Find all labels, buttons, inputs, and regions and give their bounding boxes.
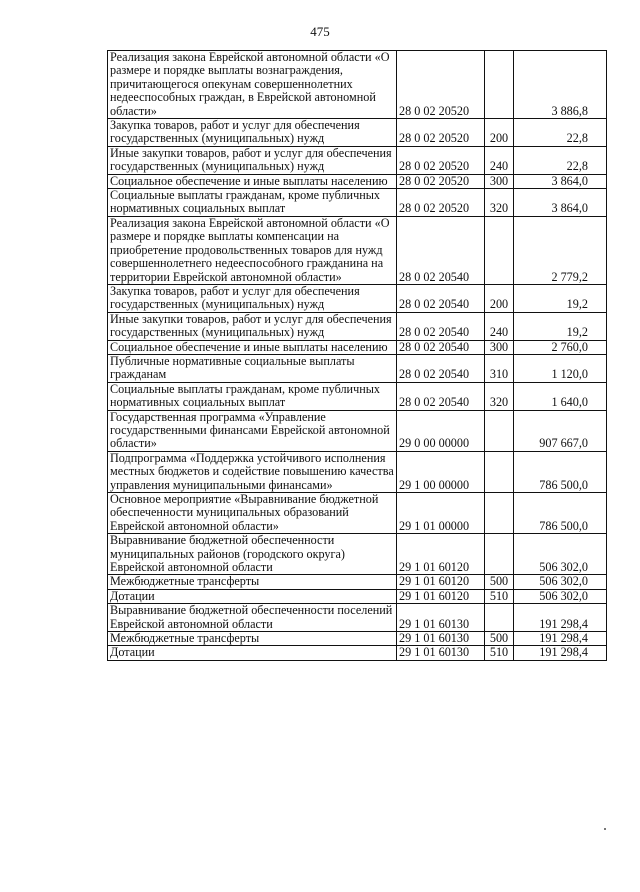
row-expense-type: 320 (485, 189, 514, 217)
row-expense-type (485, 51, 514, 119)
row-name: Социальные выплаты гражданам, кроме публичных нормативных социальных выплат (108, 189, 397, 217)
row-amount: 22,8 (514, 119, 607, 147)
table-row (108, 493, 607, 534)
row-name: Выравнивание бюджетной обеспеченности муниципальных районов (городского округа) Еврейской автономной области (108, 534, 397, 575)
row-name: Социальные выплаты гражданам, кроме публичных нормативных социальных выплат (108, 382, 397, 410)
row-amount: 191 298,4 (514, 604, 607, 632)
row-expense-type: 310 (485, 354, 514, 382)
table-row (108, 189, 607, 217)
row-expense-type: 300 (485, 174, 514, 188)
budget-table (107, 50, 607, 661)
row-expense-type: 320 (485, 382, 514, 410)
table-row (108, 646, 607, 660)
row-expense-type: 240 (485, 312, 514, 340)
row-name: Основное мероприятие «Выравнивание бюджетной обеспеченности муниципальных образований Еврейской автономной области» (108, 493, 397, 534)
row-expense-type: 240 (485, 146, 514, 174)
row-name: Закупка товаров, работ и услуг для обеспечения государственных (муниципальных) нужд (108, 119, 397, 147)
table-row (108, 51, 607, 119)
row-code: 28 0 02 20540 (397, 340, 485, 354)
row-amount: 506 302,0 (514, 575, 607, 589)
row-amount: 506 302,0 (514, 534, 607, 575)
row-name: Публичные нормативные социальные выплаты гражданам (108, 354, 397, 382)
row-code: 28 0 02 20540 (397, 312, 485, 340)
page-number: 475 (310, 24, 330, 39)
row-name: Социальное обеспечение и иные выплаты населению (108, 174, 397, 188)
row-expense-type: 500 (485, 632, 514, 646)
row-code: 29 1 01 60130 (397, 604, 485, 632)
row-expense-type: 200 (485, 284, 514, 312)
row-code: 29 1 01 60130 (397, 646, 485, 660)
table-row (108, 284, 607, 312)
row-code: 29 1 01 60120 (397, 575, 485, 589)
row-name: Социальное обеспечение и иные выплаты населению (108, 340, 397, 354)
table-row (108, 632, 607, 646)
row-code: 29 1 01 00000 (397, 493, 485, 534)
row-name: Межбюджетные трансферты (108, 575, 397, 589)
row-amount: 1 120,0 (514, 354, 607, 382)
table-row (108, 589, 607, 603)
table-row (108, 340, 607, 354)
row-code: 29 1 00 00000 (397, 451, 485, 492)
table-row (108, 451, 607, 492)
row-expense-type (485, 604, 514, 632)
row-code: 28 0 02 20540 (397, 382, 485, 410)
table-row (108, 216, 607, 284)
row-amount: 907 667,0 (514, 410, 607, 451)
table-row (108, 354, 607, 382)
table-row (108, 146, 607, 174)
row-amount: 3 864,0 (514, 174, 607, 188)
row-amount: 786 500,0 (514, 451, 607, 492)
row-amount: 22,8 (514, 146, 607, 174)
row-name: Подпрограмма «Поддержка устойчивого исполнения местных бюджетов и содействие повышению качества управления муниципальными финансами» (108, 451, 397, 492)
row-name: Реализация закона Еврейской автономной области «О размере и порядке выплаты вознаграждения, причитающегося опекунам совершеннолетних недееспособных граждан, в Еврейской автономной области» (108, 51, 397, 119)
row-name: Иные закупки товаров, работ и услуг для обеспечения государственных (муниципальных) нужд (108, 312, 397, 340)
row-amount: 19,2 (514, 312, 607, 340)
row-expense-type: 500 (485, 575, 514, 589)
row-code: 28 0 02 20540 (397, 284, 485, 312)
row-name: Государственная программа «Управление государственными финансами Еврейской автономной области» (108, 410, 397, 451)
row-amount: 3 886,8 (514, 51, 607, 119)
row-expense-type (485, 451, 514, 492)
row-amount: 3 864,0 (514, 189, 607, 217)
row-code: 28 0 02 20520 (397, 174, 485, 188)
row-expense-type: 510 (485, 646, 514, 660)
row-expense-type (485, 534, 514, 575)
row-name: Выравнивание бюджетной обеспеченности поселений Еврейской автономной области (108, 604, 397, 632)
scan-speck (604, 828, 606, 830)
table-row (108, 534, 607, 575)
table-row (108, 174, 607, 188)
row-code: 29 0 00 00000 (397, 410, 485, 451)
row-expense-type: 300 (485, 340, 514, 354)
row-name: Иные закупки товаров, работ и услуг для обеспечения государственных (муниципальных) нужд (108, 146, 397, 174)
row-amount: 191 298,4 (514, 632, 607, 646)
row-code: 28 0 02 20520 (397, 51, 485, 119)
table-row (108, 410, 607, 451)
row-code: 28 0 02 20540 (397, 354, 485, 382)
row-amount: 191 298,4 (514, 646, 607, 660)
row-amount: 1 640,0 (514, 382, 607, 410)
row-amount: 786 500,0 (514, 493, 607, 534)
row-amount: 19,2 (514, 284, 607, 312)
row-code: 28 0 02 20520 (397, 189, 485, 217)
row-code: 28 0 02 20540 (397, 216, 485, 284)
row-expense-type: 510 (485, 589, 514, 603)
row-amount: 2 760,0 (514, 340, 607, 354)
row-expense-type (485, 410, 514, 451)
row-amount: 506 302,0 (514, 589, 607, 603)
row-name: Реализация закона Еврейской автономной области «О размере и порядке выплаты компенсации на приобретение продовольственных товаров для нужд совершеннолетнего недееспособного гражданина на территории Еврейской автономной области» (108, 216, 397, 284)
row-code: 28 0 02 20520 (397, 146, 485, 174)
table-row (108, 312, 607, 340)
row-expense-type (485, 493, 514, 534)
row-name: Дотации (108, 589, 397, 603)
row-name: Закупка товаров, работ и услуг для обеспечения государственных (муниципальных) нужд (108, 284, 397, 312)
row-amount: 2 779,2 (514, 216, 607, 284)
table-row (108, 604, 607, 632)
row-name: Дотации (108, 646, 397, 660)
row-code: 29 1 01 60120 (397, 589, 485, 603)
row-expense-type: 200 (485, 119, 514, 147)
table-row (108, 575, 607, 589)
table-row (108, 382, 607, 410)
table-row (108, 119, 607, 147)
row-code: 29 1 01 60120 (397, 534, 485, 575)
row-code: 28 0 02 20520 (397, 119, 485, 147)
row-expense-type (485, 216, 514, 284)
row-code: 29 1 01 60130 (397, 632, 485, 646)
row-name: Межбюджетные трансферты (108, 632, 397, 646)
